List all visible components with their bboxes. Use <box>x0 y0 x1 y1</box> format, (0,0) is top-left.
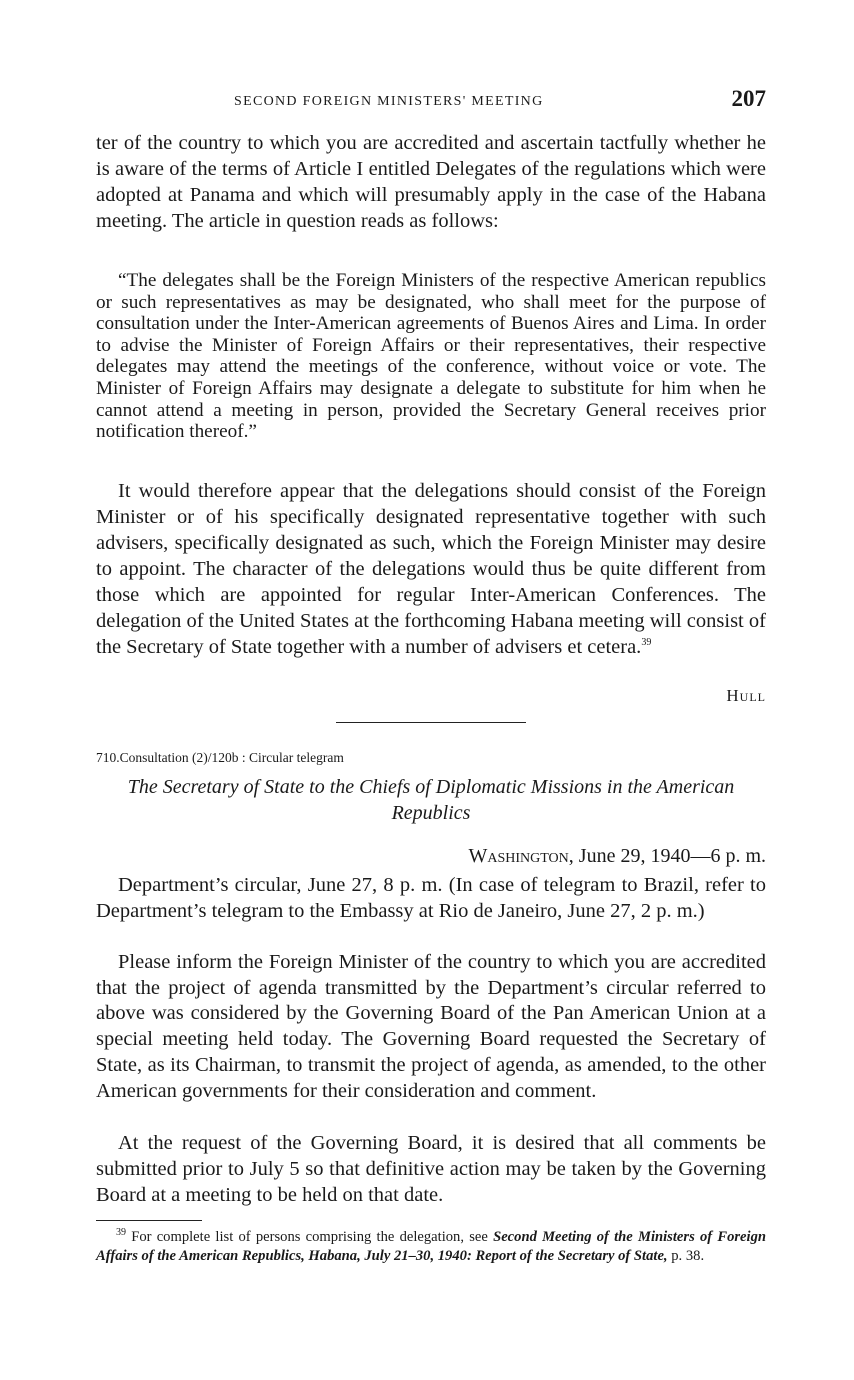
letter-paragraph-2-text: It would therefore appear that the delegations should consist of the Foreign Minister or of his specifically designated representative together with such advisers, specifically designated as such, which the Foreign Minister may desire to appoint. The character of the delegations would thus be quite different from those which are appointed for regular Inter-American Conferences. The delegation of the United States at the forthcoming Habana meeting will consist of the Secretary of State together with a number of advisers et cetera. <box>96 480 766 658</box>
footnote-number: 39 <box>116 1227 126 1239</box>
telegram-paragraph-2: Please inform the Foreign Minister of the country to which you are accredited that the project of agenda transmitted by the Department’s circular referred to above was considered by the Governing Board of the Pan American Union at a special meeting held today. The Governing Board requested the Secretary of State, as its Chairman, to transmit the project of agenda, as amended, to the other American governments for their consideration and comment. <box>96 951 766 1102</box>
page-header <box>96 86 766 116</box>
letter-paragraph-1: ter of the country to which you are accredited and ascertain tactfully whether he is aware of the terms of Article I entitled Delegates of the regulations which were adopted at Panama and which will presumably apply in the case of the Habana meeting. The article in question reads as follows: <box>96 132 766 232</box>
dateline-date: June 29, 1940—6 p. m. <box>578 845 766 867</box>
letter-paragraph-2 <box>96 478 766 660</box>
telegram-paragraph-3: At the request of the Governing Board, it is desired that all comments be submitted prior to July 5 so that definitive action may be taken by the Governing Board at a meeting to be held on that date. <box>96 1132 766 1206</box>
signature: Hull <box>726 686 766 705</box>
document-title: The Secretary of State to the Chiefs of Diplomatic Missions in the American Republics <box>127 776 735 824</box>
footnote-italic-title: Second Meeting of the Ministers of Foreign Affairs of the American Republics, Habana, July 21–30, 1940: Report of the Secretary of State, <box>96 1229 766 1264</box>
telegram-paragraph-1: Department’s circular, June 27, 8 p. m. (In case of telegram to Brazil, refer to Department’s telegram to the Embassy at Rio de Janeiro, June 27, 2 p. m.) <box>96 874 766 922</box>
footnote-text-after: p. 38. <box>671 1248 705 1264</box>
footnote-reference: 39 <box>641 637 652 649</box>
footnote-text-before: For complete list of persons comprising the delegation, see <box>131 1229 488 1245</box>
page-number: 207 <box>731 86 766 111</box>
file-reference: 710.Consultation (2)/120b : Circular telegram <box>96 750 344 765</box>
dateline <box>468 845 766 868</box>
section-divider <box>336 722 526 723</box>
quoted-article: “The delegates shall be the Foreign Ministers of the respective American republics or such representatives as may be designated, who shall meet for the purpose of consultation under the Inter-American agreements of Buenos Aires and Lima. In order to advise the Minister of Foreign Affairs or their representatives, their respective delegates may attend the meetings of the conference, without voice or vote. The Minister of Foreign Affairs may designate a delegate to substitute for him when he cannot attend a meeting in person, provided the Secretary General receives prior notification thereof.” <box>96 270 766 443</box>
dateline-place: Washington, <box>468 845 574 867</box>
footnote-divider <box>96 1220 202 1221</box>
running-head: SECOND FOREIGN MINISTERS' MEETING <box>234 94 544 109</box>
footnote <box>96 1228 766 1266</box>
